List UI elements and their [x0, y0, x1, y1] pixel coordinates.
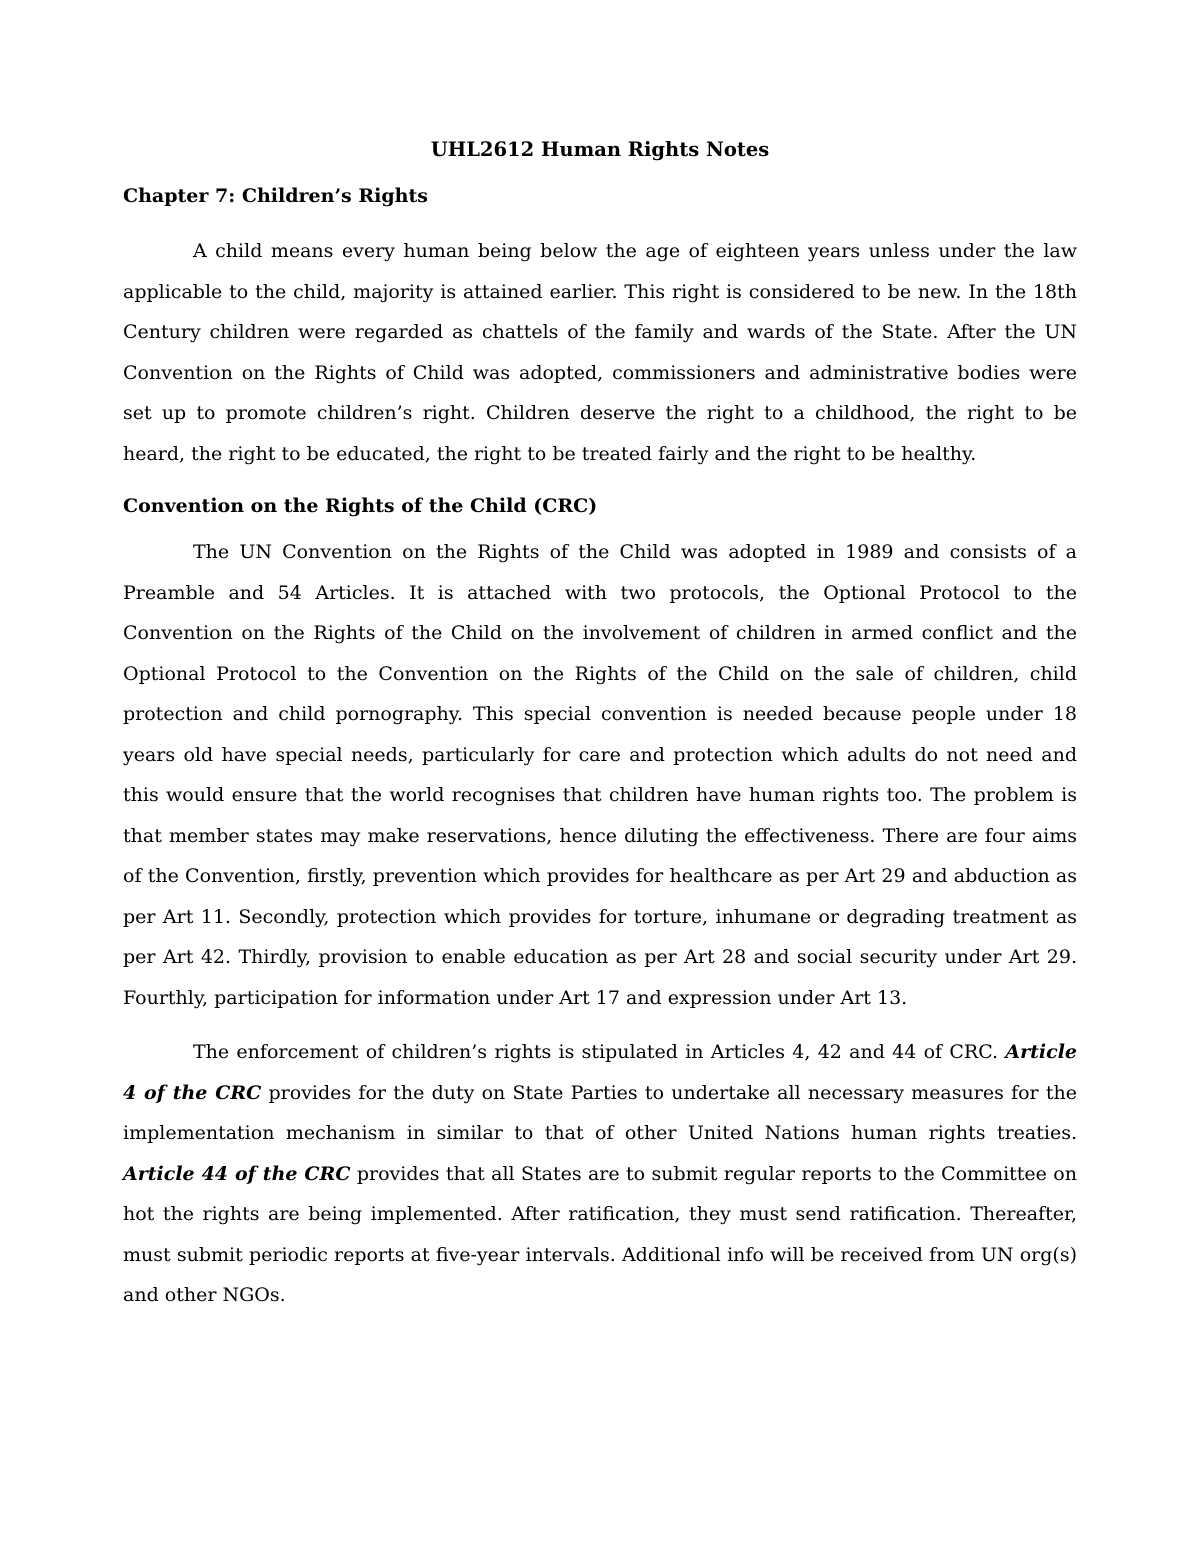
enforcement-text-2: provides for the duty on State Parties to undertake all necessary measures for the implementation mechanism in similar to that of other United Nations human rights treaties.: [123, 1081, 1077, 1144]
enforcement-text-1: The enforcement of children’s rights is stipulated in Articles 4, 42 and 44 of CRC.: [193, 1041, 1006, 1063]
chapter-heading: Chapter 7: Children’s Rights: [123, 185, 428, 207]
paragraph-enforcement: [123, 1032, 1077, 1316]
article-4-reference: Article 4 of the CRC: [123, 1041, 1077, 1104]
section-heading-crc: Convention on the Rights of the Child (CRC): [123, 495, 598, 517]
article-44-reference: Article 44 of the CRC: [123, 1162, 351, 1185]
document-title: UHL2612 Human Rights Notes: [430, 138, 770, 161]
paragraph-crc-overview: The UN Convention on the Rights of the Child was adopted in 1989 and consists of a Preamble and 54 Articles. It is attached with two protocols, the Optional Protocol to the Convention on the Rights of the Child on the involvement of children in armed conflict and the Optional Protocol to the Convention on the Rights of the Child on the sale of children, child protection and child pornography. This special convention is needed because people under 18 years old have special needs, particularly for care and protection which adults do not need and this would ensure that the world recognises that children have human rights too. The problem is that member states may make reservations, hence diluting the effectiveness. There are four aims of the Convention, firstly, prevention which provides for healthcare as per Art 29 and abduction as per Art 11. Secondly, protection which provides for torture, inhumane or degrading treatment as per Art 42. Thirdly, provision to enable education as per Art 28 and social security under Art 29. Fourthly, participation for information under Art 17 and expression under Art 13.: [123, 541, 1077, 1009]
document-page: [123, 130, 1077, 1316]
paragraph-child-definition: A child means every human being below the age of eighteen years unless under the law applicable to the child, majority is attained earlier. This right is considered to be new. In the 18th Century children were regarded as chattels of the family and wards of the State. After the UN Convention on the Rights of Child was adopted, commissioners and administrative bodies were set up to promote children’s right. Children deserve the right to a childhood, the right to be heard, the right to be educated, the right to be treated fairly and the right to be healthy.: [123, 240, 1077, 465]
enforcement-text-3: provides that all States are to submit regular reports to the Committee on hot the rights are being implemented. After ratification, they must send ratification. Thereafter, must submit periodic reports at five-year intervals. Additional info will be received from UN org(s) and other NGOs.: [123, 1162, 1077, 1306]
